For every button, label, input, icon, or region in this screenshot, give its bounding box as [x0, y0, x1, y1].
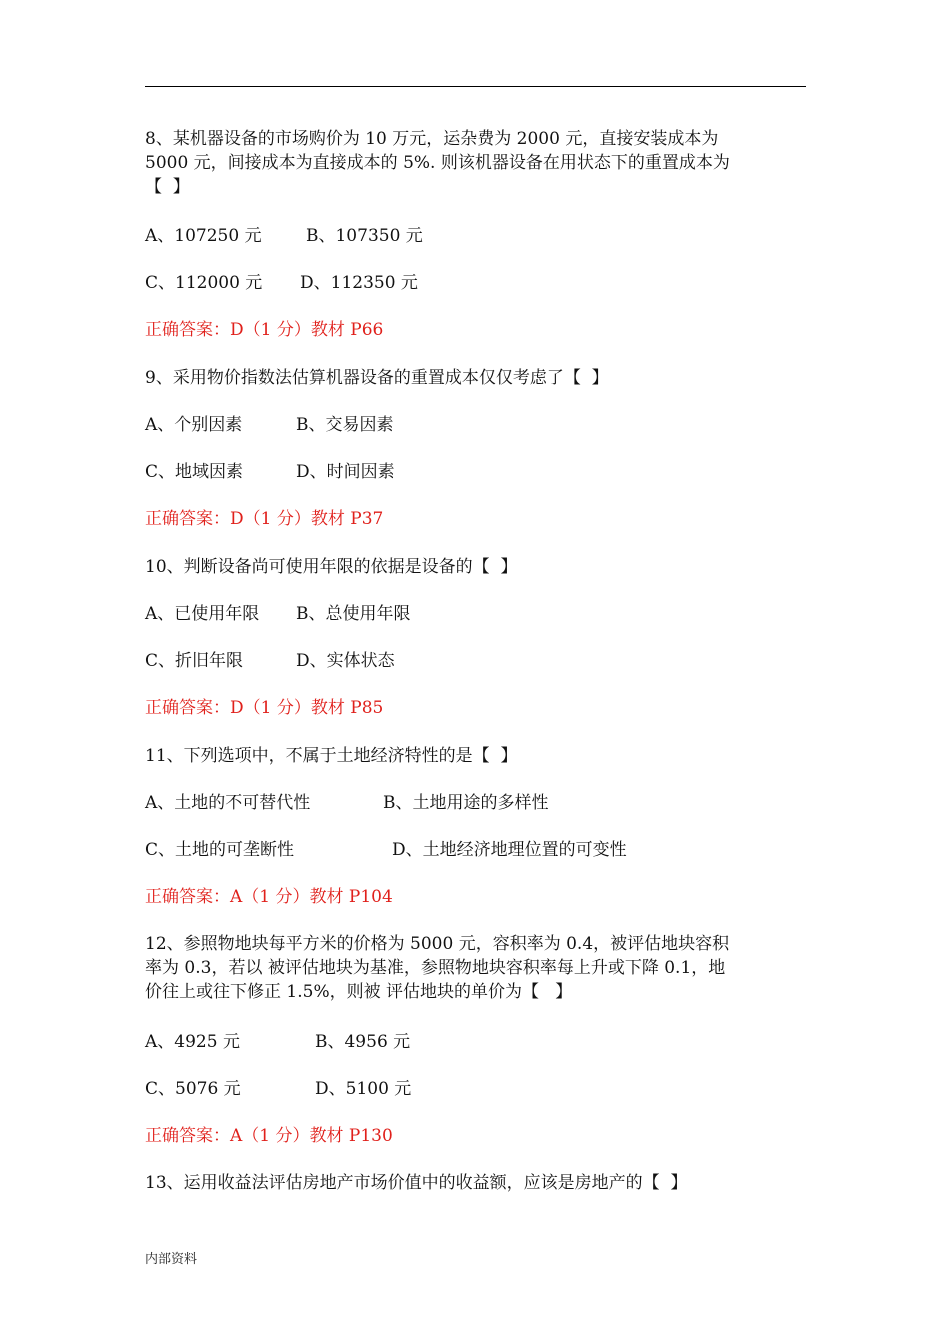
- question-12-stem-line-3: 价往上或往下修正 1.5%，则被 评估地块的单价为【 】: [145, 982, 573, 1002]
- question-10-option-c: C、折旧年限: [145, 651, 244, 671]
- question-8-option-d: D、112350 元: [300, 273, 418, 293]
- question-11-option-a: A、土地的不可替代性: [145, 793, 311, 813]
- question-9-stem-line-1: 9、采用物价指数法估算机器设备的重置成本仅仅考虑了【 】: [145, 368, 609, 388]
- header-rule: [145, 86, 806, 87]
- question-8-option-c: C、112000 元: [145, 273, 263, 293]
- question-8-stem-line-1: 8、某机器设备的市场购价为 10 万元，运杂费为 2000 元，直接安装成本为: [145, 129, 719, 149]
- question-9-option-d: D、时间因素: [296, 462, 395, 482]
- question-10-option-a: A、已使用年限: [145, 604, 260, 624]
- question-11-stem-line-1: 11、下列选项中，不属于土地经济特性的是【 】: [145, 746, 518, 766]
- question-11-option-c: C、土地的可垄断性: [145, 840, 295, 860]
- question-13-stem-line-1: 13、运用收益法评估房地产市场价值中的收益额，应该是房地产的【 】: [145, 1173, 688, 1193]
- question-12-stem-line-2: 率为 0.3，若以 被评估地块为基准，参照物地块容积率每上升或下降 0.1，地: [145, 958, 726, 978]
- footer-label: 内部资料: [145, 1252, 198, 1267]
- question-12-option-a: A、4925 元: [145, 1032, 240, 1052]
- question-9-option-c: C、地域因素: [145, 462, 244, 482]
- question-8-stem-line-2: 5000 元，间接成本为直接成本的 5%. 则该机器设备在用状态下的重置成本为: [145, 153, 730, 173]
- question-12-option-c: C、5076 元: [145, 1079, 241, 1099]
- question-9-option-b: B、交易因素: [296, 415, 394, 435]
- question-8-stem-line-3: 【 】: [145, 177, 190, 197]
- question-9-answer: 正确答案：D（1 分）教材 P37: [145, 509, 384, 529]
- question-8-option-a: A、107250 元: [145, 226, 262, 246]
- question-10-option-b: B、总使用年限: [296, 604, 411, 624]
- question-10-stem-line-1: 10、判断设备尚可使用年限的依据是设备的【 】: [145, 557, 518, 577]
- question-8-option-b: B、107350 元: [306, 226, 423, 246]
- question-9-option-a: A、个别因素: [145, 415, 243, 435]
- question-12-stem-line-1: 12、参照物地块每平方米的价格为 5000 元，容积率为 0.4，被评估地块容积: [145, 934, 730, 954]
- question-10-option-d: D、实体状态: [296, 651, 395, 671]
- question-11-answer: 正确答案：A（1 分）教材 P104: [145, 887, 393, 907]
- question-10-answer: 正确答案：D（1 分）教材 P85: [145, 698, 384, 718]
- question-12-option-d: D、5100 元: [315, 1079, 412, 1099]
- question-8-answer: 正确答案：D（1 分）教材 P66: [145, 320, 384, 340]
- question-11-option-b: B、土地用途的多样性: [383, 793, 549, 813]
- question-12-option-b: B、4956 元: [315, 1032, 411, 1052]
- question-12-answer: 正确答案：A（1 分）教材 P130: [145, 1126, 393, 1146]
- question-11-option-d: D、土地经济地理位置的可变性: [392, 840, 627, 860]
